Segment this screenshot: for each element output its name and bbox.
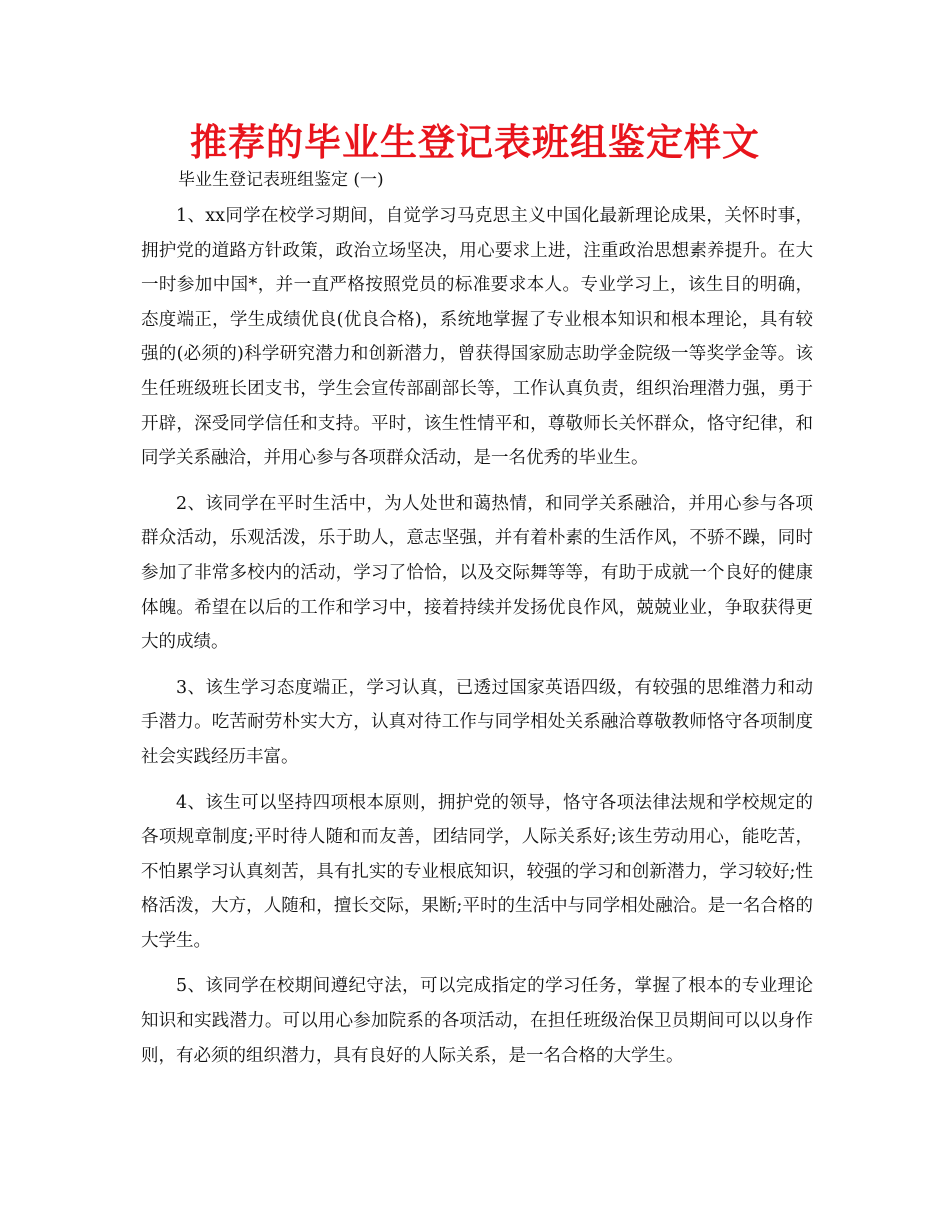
section-subtitle: 毕业生登记表班组鉴定 (一): [178, 170, 384, 190]
paragraph-5: 5、该同学在校期间遵纪守法，可以完成指定的学习任务，掌握了根本的专业理论知识和实践潜力。可以用心参加院系的各项活动，在担任班级治保卫员期间可以以身作则，有必须的组织潜力，具有良好的人际关系，是一名合格的大学生。: [141, 976, 813, 1066]
paragraph-2: 2、该同学在平时生活中，为人处世和蔼热情，和同学关系融洽，并用心参与各项群众活动，乐观活泼，乐于助人，意志坚强，并有着朴素的生活作风，不骄不躁，同时参加了非常多校内的活动，学习了恰恰，以及交际舞等等，有助于成就一个良好的健康体魄。希望在以后的工作和学习中，接着持续并发扬优良作风，兢兢业业，争取获得更大的成绩。: [141, 493, 813, 653]
paragraph-3: 3、该生学习态度端正，学习认真，已透过国家英语四级，有较强的思维潜力和动手潜力。吃苦耐劳朴实大方，认真对待工作与同学相处关系融洽尊敬教师恪守各项制度社会实践经历丰富。: [141, 677, 813, 767]
page-title: 推荐的毕业生登记表班组鉴定样文: [190, 121, 760, 164]
paragraph-1: 1、xx同学在校学习期间，自觉学习马克思主义中国化最新理论成果，关怀时事，拥护党的道路方针政策，政治立场坚决，用心要求上进，注重政治思想素养提升。在大一时参加中国*，并一直严格按照党员的标准要求本人。专业学习上，该生目的明确，态度端正，学生成绩优良(优良合格)，系统地掌握了专业根本知识和根本理论，具有较强的(必须的)科学研究潜力和创新潜力，曾获得国家励志助学金院级一等奖学金等。该生任班级班长团支书，学生会宣传部副部长等，工作认真负责，组织治理潜力强，勇于开辟，深受同学信任和支持。平时，该生性情平和，尊敬师长关怀群众，恪守纪律，和同学关系融洽，并用心参与各项群众活动，是一名优秀的毕业生。: [141, 206, 813, 469]
paragraph-4: 4、该生可以坚持四项根本原则，拥护党的领导，恪守各项法律法规和学校规定的各项规章制度;平时待人随和而友善，团结同学，人际关系好;该生劳动用心，能吃苦，不怕累学习认真刻苦，具有扎实的专业根底知识，较强的学习和创新潜力，学习较好;性格活泼，大方，人随和，擅长交际，果断;平时的生活中与同学相处融洽。是一名合格的大学生。: [141, 792, 813, 951]
document-body: [141, 199, 813, 1084]
